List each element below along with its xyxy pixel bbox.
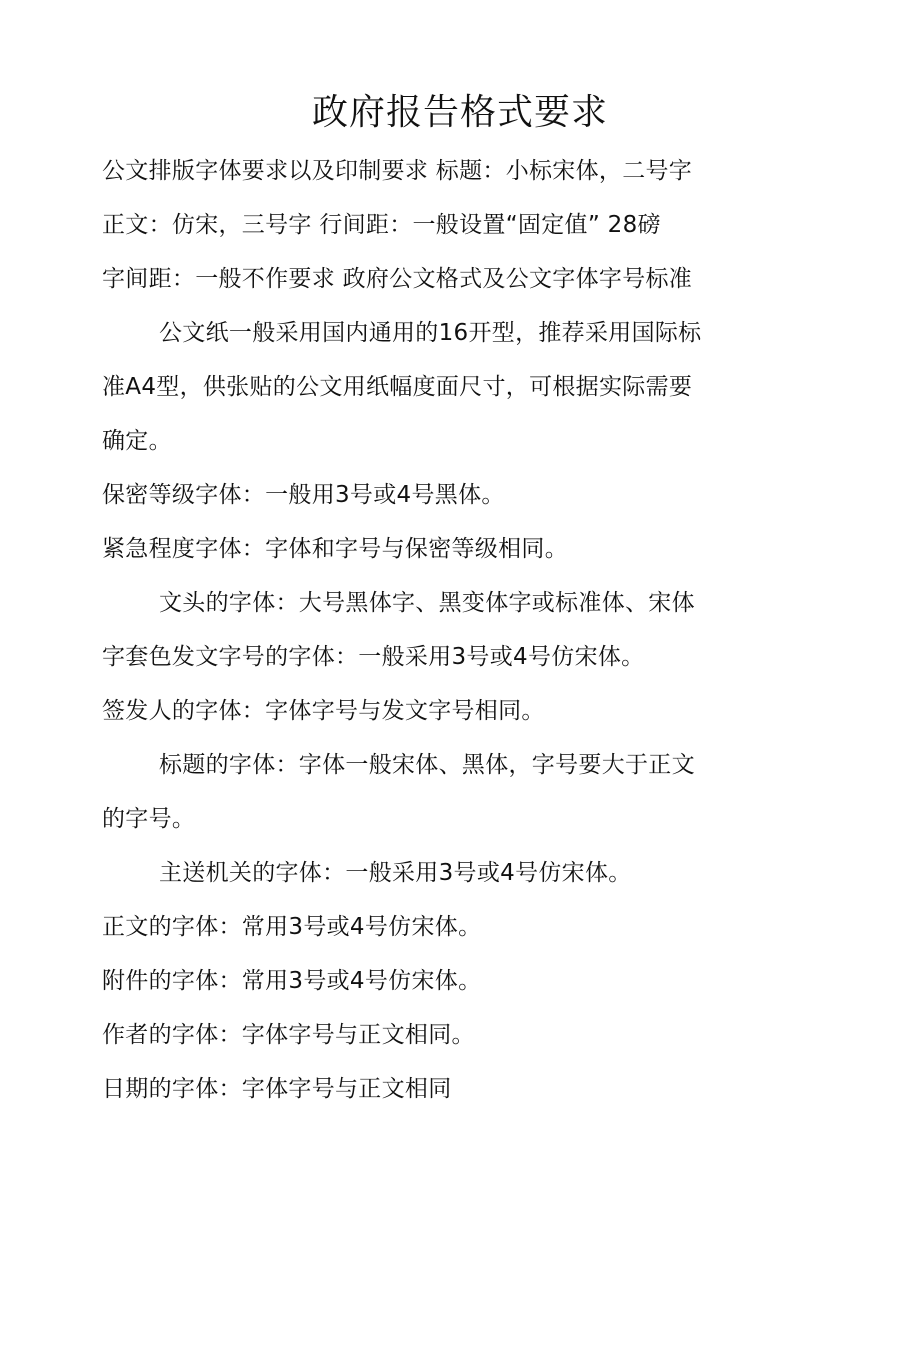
body-line: 字套色发文字号的字体：一般采用3号或4号仿宋体。 — [102, 644, 645, 670]
body-line: 保密等级字体：一般用3号或4号黑体。 — [102, 482, 505, 508]
paragraph-first-line: 公文纸一般采用国内通用的16开型，推荐采用国际标 — [159, 320, 702, 346]
paragraph-first-line: 文头的字体：大号黑体字、黑变体字或标准体、宋体 — [159, 590, 695, 616]
body-line: 准A4型，供张贴的公文用纸幅度面尺寸，可根据实际需要 — [102, 374, 693, 400]
document-title: 政府报告格式要求 — [311, 92, 608, 133]
document-body — [102, 151, 742, 1123]
body-line: 字间距：一般不作要求 政府公文格式及公文字体字号标准 — [102, 266, 693, 292]
body-line: 日期的字体：字体字号与正文相同 — [102, 1076, 452, 1102]
body-line: 公文排版字体要求以及印制要求 标题：小标宋体，二号字 — [102, 158, 693, 184]
paragraph-first-line: 标题的字体：字体一般宋体、黑体，字号要大于正文 — [159, 752, 695, 778]
body-line: 的字号。 — [102, 806, 196, 832]
body-line: 正文：仿宋，三号字 行间距：一般设置“固定值” 28磅 — [102, 212, 661, 238]
body-line: 确定。 — [102, 428, 172, 454]
body-line: 正文的字体：常用3号或4号仿宋体。 — [102, 914, 482, 940]
paragraph-first-line: 主送机关的字体：一般采用3号或4号仿宋体。 — [159, 860, 632, 886]
body-line: 签发人的字体：字体字号与发文字号相同。 — [102, 698, 545, 724]
body-line: 附件的字体：常用3号或4号仿宋体。 — [102, 968, 482, 994]
body-line: 紧急程度字体：字体和字号与保密等级相同。 — [102, 536, 568, 562]
body-line: 作者的字体：字体字号与正文相同。 — [102, 1022, 475, 1048]
